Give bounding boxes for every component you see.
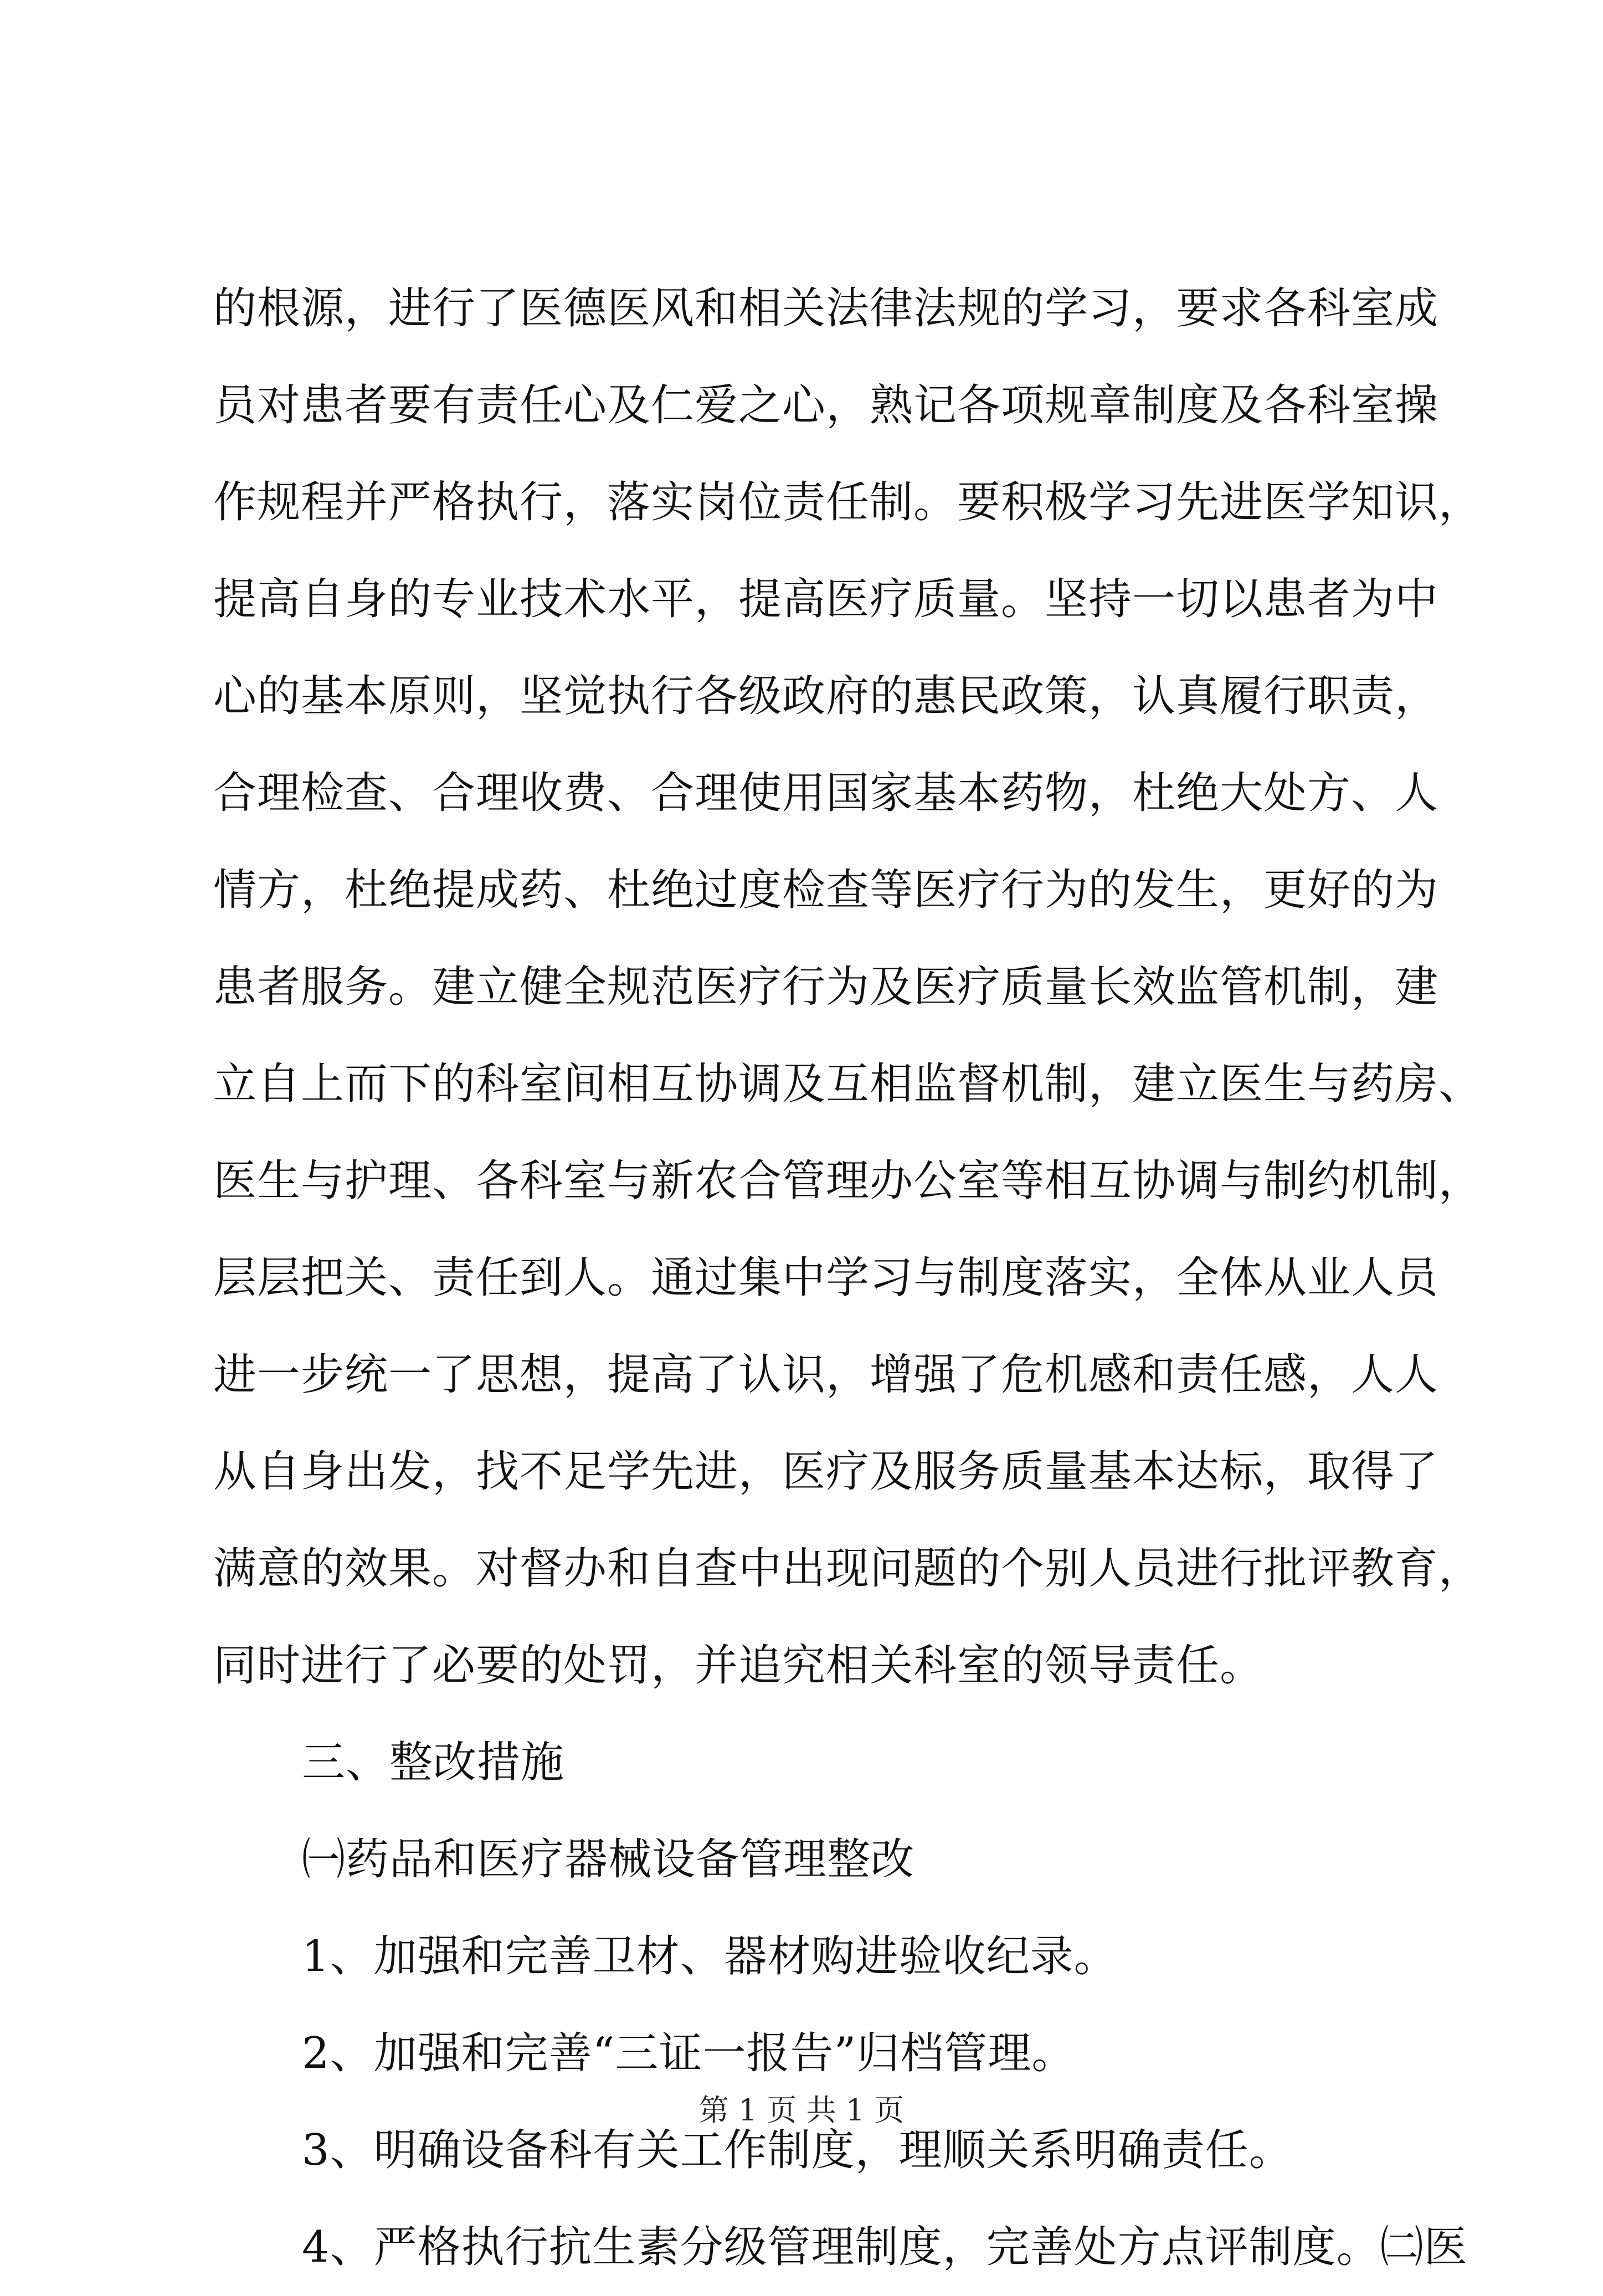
list-item: 1、加强和完善卫材、器材购进验收纪录。 xyxy=(302,1932,1118,1981)
section-heading: 三、整改措施 xyxy=(302,1738,565,1788)
paragraph-line: 从自身出发，找不足学先进，医疗及服务质量基本达标，取得了 xyxy=(213,1447,1439,1497)
paragraph-line: 患者服务。建立健全规范医疗行为及医疗质量长效监管机制，建 xyxy=(213,962,1439,1012)
subsection-heading: ㈠药品和医疗器械设备管理整改 xyxy=(302,1835,915,1884)
paragraph-line: 提高自身的专业技术水平，提高医疗质量。坚持一切以患者为中 xyxy=(213,574,1439,624)
paragraph-line: 员对患者要有责任心及仁爱之心，熟记各项规章制度及各科室操 xyxy=(213,381,1439,430)
paragraph-line: 进一步统一了思想，提高了认识，增强了危机感和责任感，人人 xyxy=(213,1350,1439,1400)
list-item: 4、严格执行抗生素分级管理制度，完善处方点评制度。㈡医 xyxy=(302,2222,1468,2272)
paragraph-line: 同时进行了必要的处罚，并追究相关科室的领导责任。 xyxy=(213,1641,1264,1691)
paragraph-line: 合理检查、合理收费、合理使用国家基本药物，杜绝大处方、人 xyxy=(213,768,1439,818)
paragraph-line: 立自上而下的科室间相互协调及互相监督机制，建立医生与药房、 xyxy=(213,1059,1483,1109)
paragraph-line: 医生与护理、各科室与新农合管理办公室等相互协调与制约机制， xyxy=(213,1156,1483,1206)
paragraph-line: 情方，杜绝提成药、杜绝过度检查等医疗行为的发生，更好的为 xyxy=(213,865,1439,915)
list-item: 3、明确设备科有关工作制度，理顺关系明确责任。 xyxy=(302,2125,1293,2175)
paragraph-line: 作规程并严格执行，落实岗位责任制。要积极学习先进医学知识， xyxy=(213,477,1483,527)
paragraph-line: 层层把关、责任到人。通过集中学习与制度落实，全体从业人员 xyxy=(213,1253,1439,1303)
paragraph-line: 满意的效果。对督办和自查中出现问题的个别人员进行批评教育， xyxy=(213,1544,1483,1594)
list-item: 2、加强和完善“三证一报告”归档管理。 xyxy=(302,2028,1076,2078)
paragraph-line: 心的基本原则，坚觉执行各级政府的惠民政策，认真履行职责， xyxy=(213,671,1439,721)
page-footer: 第 1 页 共 1 页 xyxy=(698,2093,905,2128)
document-body xyxy=(213,260,1483,2296)
paragraph-line: 的根源，进行了医德医风和相关法律法规的学习，要求各科室成 xyxy=(213,284,1439,333)
